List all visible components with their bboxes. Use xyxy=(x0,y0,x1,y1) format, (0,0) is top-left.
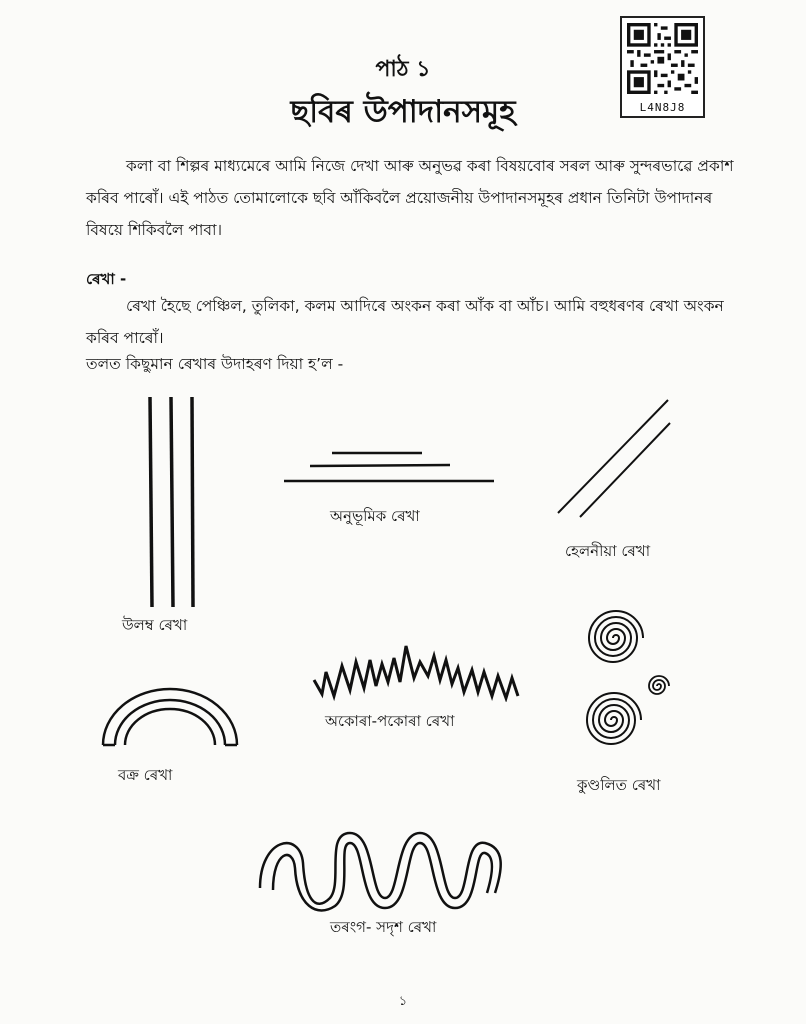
diagonal-line-label: হেলনীয়া ৰেখা xyxy=(565,542,651,560)
horizontal-line-label: অনুভূমিক ৰেখা xyxy=(330,507,420,525)
lesson-number: পাঠ ১ xyxy=(375,57,431,82)
wave-line-figure xyxy=(255,818,515,918)
wave-line-label: তৰংগ- সদৃশ ৰেখা xyxy=(330,918,437,936)
qr-code-label: L4N8J8 xyxy=(639,101,686,114)
page-number: ১ xyxy=(398,994,408,1009)
diagonal-lines-figure xyxy=(550,395,675,525)
section-heading: ৰেখা - xyxy=(86,270,127,288)
vertical-line-label: উলম্ব ৰেখা xyxy=(122,616,188,634)
curved-line-label: বক্ৰ ৰেখা xyxy=(118,766,173,784)
qr-code-icon xyxy=(627,23,698,94)
intro-paragraph: কলা বা শিল্পৰ মাধ্যমেৰে আমি নিজে দেখা আৰু অনুভৱ কৰা বিষয়বোৰ সৰল আৰু সুন্দৰভাৱে প্ৰকাশ কৰিব পাৰোঁ। এই পাঠত তোমালোকে ছবি আঁকিবলৈ প্ৰয়োজনীয় উপাদানসমূহৰ প্ৰধান তিনিটা উপাদানৰ বিষয়ে শিকিবলৈ পাবা। xyxy=(86,157,734,239)
horizontal-lines-figure xyxy=(282,448,497,488)
zigzag-line-label: অকোৰা-পকোৰা ৰেখা xyxy=(325,712,455,730)
section-paragraph: ৰেখা হৈছে পেঞ্চিল, তুলিকা, কলম আদিৰে অংকন কৰা আঁক বা আঁচ। আমি বহুধৰণৰ ৰেখা অংকন কৰিব পাৰোঁ। xyxy=(86,297,724,347)
spiral-line-label: কুণ্ডলিত ৰেখা xyxy=(577,776,661,794)
page-title: ছবিৰ উপাদানসমূহ xyxy=(290,94,516,130)
examples-intro: তলত কিছুমান ৰেখাৰ উদাহৰণ দিয়া হ’ল - xyxy=(86,355,344,373)
vertical-lines-figure xyxy=(130,395,210,610)
spiral-line-figure xyxy=(575,600,685,765)
qr-code[interactable] xyxy=(620,16,705,118)
zigzag-line-figure xyxy=(312,640,522,702)
curved-line-figure xyxy=(95,685,245,750)
